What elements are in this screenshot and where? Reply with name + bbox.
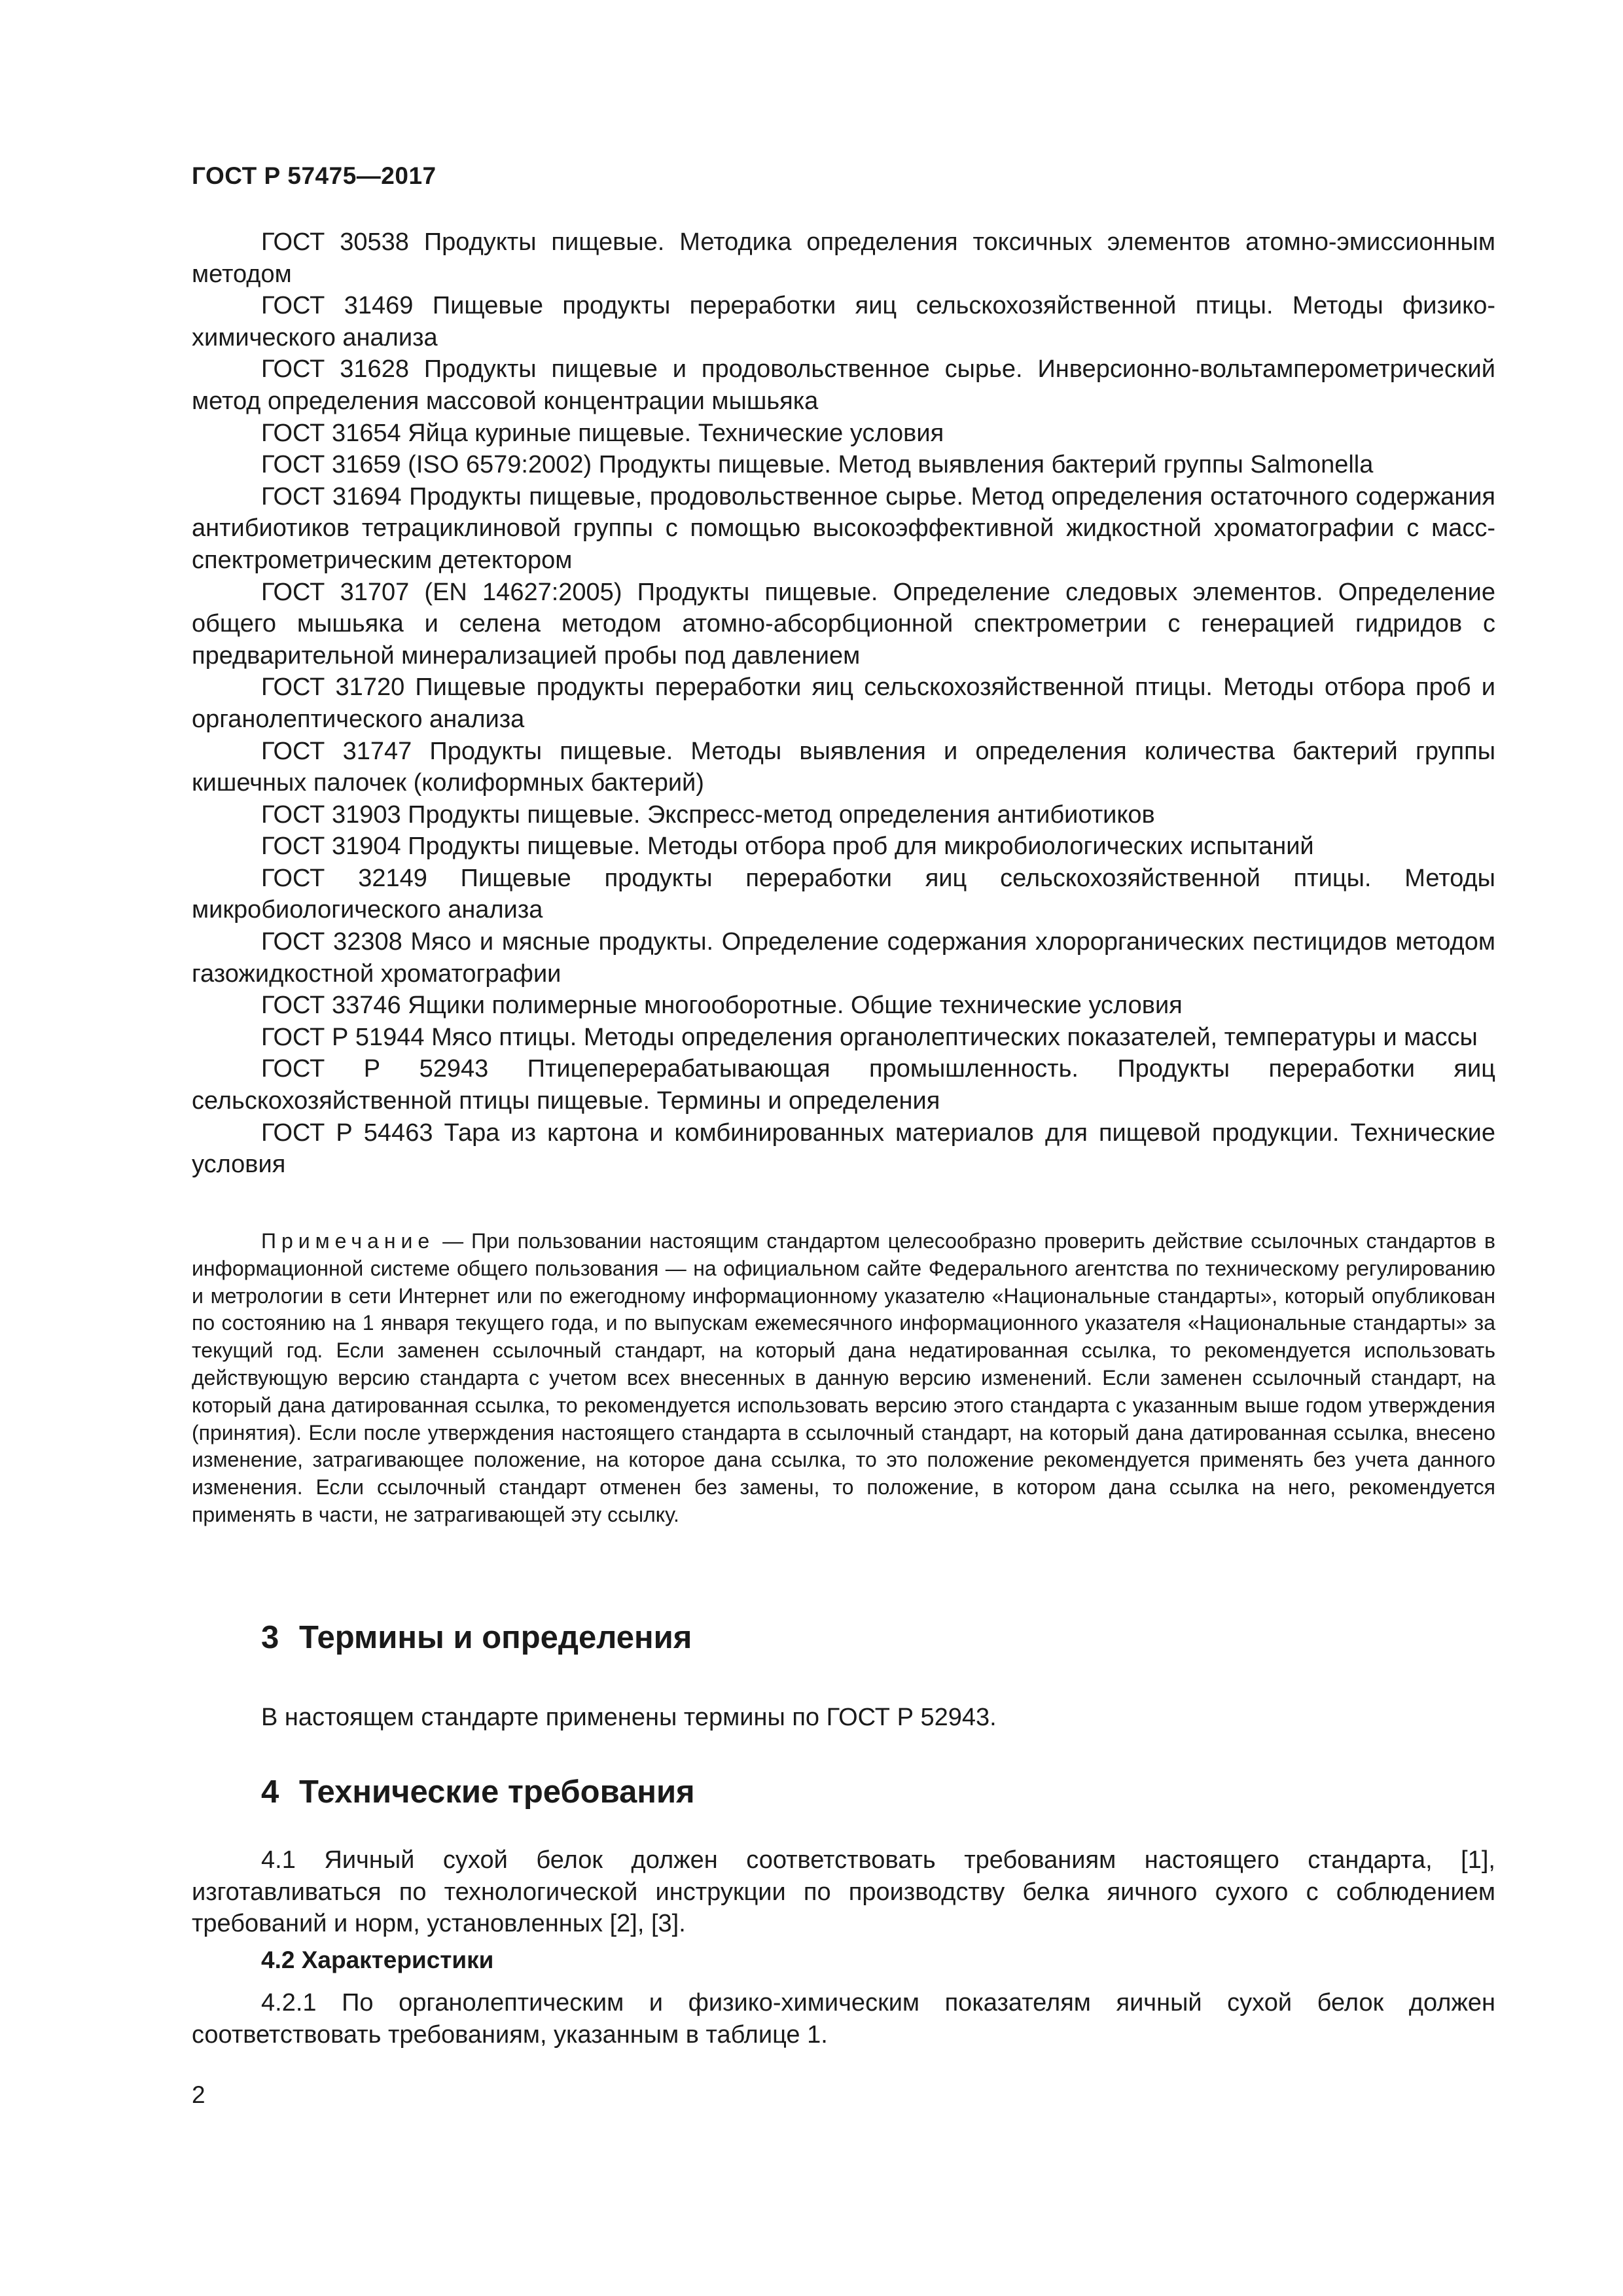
standard-code-header: ГОСТ Р 57475—2017 [192,162,437,189]
section-4-heading [261,1774,695,1810]
normative-references-list [192,226,1495,1181]
clause-4-1 [192,1844,1495,1940]
section-number: 4 [261,1774,279,1810]
section-number: 3 [261,1620,279,1655]
reference-item: ГОСТ Р 52943 Птицеперерабатывающая промышленность. Продукты переработки яиц сельскохозяйственной птицы пищевые. Термины и определения [192,1055,1495,1115]
reference-item: ГОСТ 31707 (EN 14627:2005) Продукты пищевые. Определение следовых элементов. Определение общего мышьяка и селена методом атомно-абсорбционной спектрометрии с генерацией гидридов с предварительной минерализацией пробы под давлением [192,578,1495,670]
note-text: — При пользовании настоящим стандартом целесообразно проверить действие ссылочных стандартов в информационной системе общего пользования — на официальном сайте Федерального агентства по техническому регулированию и метрологии в сети Интернет или по ежегодному информационному указателю «Национальные стандарты», который опубликован по состоянию на 1 января текущего года, и по выпускам ежемесячного информационного указателя «Национальные стандарты» за текущий год. Если заменен ссылочный стандарт, на который дана недатированная ссылка, то рекомендуется использовать действующую версию стандарта с учетом всех внесенных в данную версию изменений. Если заменен ссылочный стандарт, на который дана датированная ссылка, то рекомендуется использовать версию этого стандарта с указанным выше годом утверждения (принятия). Если после утверждения настоящего стандарта в ссылочный стандарт, на который дана датированная ссылка, внесено изменение, затрагивающее положение, на которое дана ссылка, то это положение рекомендуется применять без учета данного изменения. Если ссылочный стандарт отменен без замены, то положение, в котором дана ссылка на него, рекомендуется применять в части, не затрагивающей эту ссылку. [192,1229,1495,1526]
reference-item: ГОСТ 33746 Ящики полимерные многооборотные. Общие технические условия [261,992,1183,1020]
paragraph: 4.1 Яичный сухой белок должен соответствовать требованиям настоящего стандарта, [1], изготавливаться по технологической инструкции по производству белка яичного сухого с соблюдением требований и норм, установленных [2], [3]. [192,1846,1495,1938]
note-block [192,1228,1495,1529]
reference-item: ГОСТ 32149 Пищевые продукты переработки яиц сельскохозяйственной птицы. Методы микробиологического анализа [192,864,1495,924]
section-title: Термины и определения [299,1620,692,1655]
section-title: Технические требования [299,1774,695,1810]
reference-item: ГОСТ 31904 Продукты пищевые. Методы отбора проб для микробиологических испытаний [261,833,1314,861]
reference-item: ГОСТ 31720 Пищевые продукты переработки яиц сельскохозяйственной птицы. Методы отбора проб и органолептического анализа [192,673,1495,733]
reference-item: ГОСТ Р 54463 Тара из картона и комбинированных материалов для пищевой продукции. Технические условия [192,1119,1495,1179]
reference-item: ГОСТ 31659 (ISO 6579:2002) Продукты пищевые. Метод выявления бактерий группы Salmonella [261,451,1374,479]
reference-item: ГОСТ 31747 Продукты пищевые. Методы выявления и определения количества бактерий группы кишечных палочек (колиформных бактерий) [192,737,1495,797]
note-label: Примечание [261,1229,435,1253]
reference-item: ГОСТ 31694 Продукты пищевые, продовольственное сырье. Метод определения остаточного содержания антибиотиков тетрациклиновой группы с помощью высокоэффективной жидкостной хроматографии с масс-спектрометрическим детектором [192,482,1495,574]
paragraph: 4.2.1 По органолептическим и физико-химическим показателям яичный сухой белок должен соответствовать требованиям, указанным в таблице 1. [192,1989,1495,2049]
section-3-text [192,1702,1495,1734]
reference-item: ГОСТ 31628 Продукты пищевые и продовольственное сырье. Инверсионно-вольтамперометрический метод определения массовой концентрации мышьяка [192,355,1495,415]
reference-item: ГОСТ 31654 Яйца куриные пищевые. Технические условия [261,419,944,447]
reference-item: ГОСТ 31469 Пищевые продукты переработки яиц сельскохозяйственной птицы. Методы физико-химического анализа [192,292,1495,351]
section-3-heading [261,1619,692,1656]
reference-item: ГОСТ 32308 Мясо и мясные продукты. Определение содержания хлорорганических пестицидов методом газожидкостной хроматографии [192,928,1495,988]
reference-item: ГОСТ Р 51944 Мясо птицы. Методы определения органолептических показателей, температуры и массы [261,1023,1478,1051]
page-number: 2 [192,2081,205,2108]
subsection-4-2-heading: 4.2 Характеристики [261,1946,494,1973]
reference-item: ГОСТ 31903 Продукты пищевые. Экспресс-метод определения антибиотиков [261,800,1155,829]
paragraph: В настоящем стандарте применены термины по ГОСТ Р 52943. [261,1704,997,1731]
reference-item: ГОСТ 30538 Продукты пищевые. Методика определения токсичных элементов атомно-эмиссионным методом [192,228,1495,288]
clause-4-2-1 [192,1987,1495,2051]
